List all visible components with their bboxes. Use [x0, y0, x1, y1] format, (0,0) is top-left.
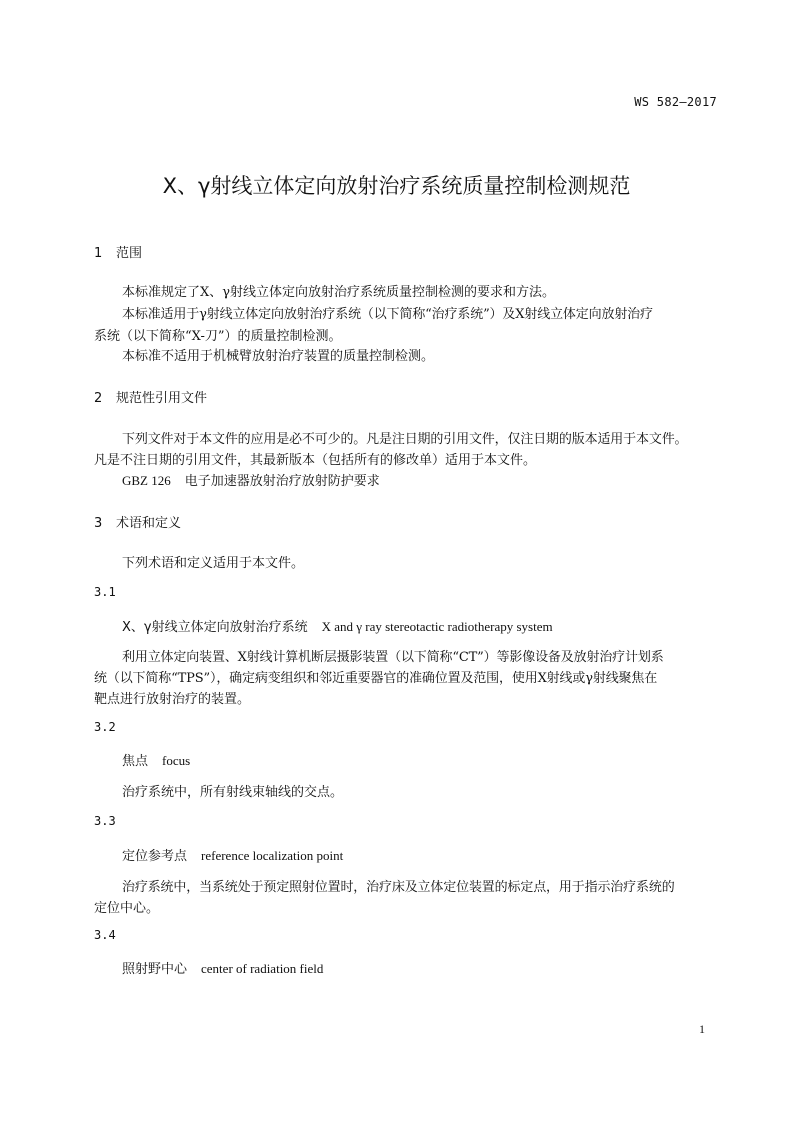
s1-paragraph-2-line-2: 系统（以下简称“X-刀”）的质量控制检测。 [94, 329, 342, 344]
reference-title: 电子加速器放射治疗放射防护要求 [184, 474, 380, 489]
reference-code: GBZ 126 [122, 473, 171, 488]
section-title: 术语和定义 [116, 516, 182, 531]
section-number: 3 [94, 516, 103, 531]
term-entry [122, 616, 553, 635]
term-entry [122, 845, 343, 864]
s2-paragraph-1-line-2: 凡是不注日期的引用文件，其最新版本（包括所有的修改单）适用于本文件。 [94, 453, 537, 468]
clause-number: 3.4 [94, 928, 116, 942]
clause-number: 3.2 [94, 720, 116, 734]
term-definition-line-2: 定位中心。 [94, 901, 160, 916]
s1-paragraph-1: 本标准规定了X、γ射线立体定向放射治疗系统质量控制检测的要求和方法。 [122, 285, 556, 300]
page-number: 1 [699, 1022, 705, 1036]
s2-paragraph-1-line-1: 下列文件对于本文件的应用是必不可少的。凡是注日期的引用文件，仅注日期的版本适用于本文件。 [122, 432, 688, 447]
term-definition-line-1: 治疗系统中，所有射线束轴线的交点。 [122, 785, 344, 800]
section-2-heading [94, 387, 207, 406]
term-english: focus [162, 753, 191, 768]
s3-intro: 下列术语和定义适用于本文件。 [122, 556, 305, 571]
normative-reference [122, 470, 380, 489]
section-1-heading [94, 242, 142, 261]
term-english: reference localization point [201, 848, 344, 863]
term-definition-line-3: 靶点进行放射治疗的装置。 [94, 692, 251, 707]
term-chinese: X、γ射线立体定向放射治疗系统 [122, 620, 308, 635]
term-chinese: 定位参考点 [122, 849, 188, 864]
clause-number: 3.3 [94, 814, 116, 828]
document-title: X、γ射线立体定向放射治疗系统质量控制检测规范 [162, 174, 631, 198]
section-number: 2 [94, 391, 103, 406]
term-english: X and γ ray stereotactic radiotherapy system [321, 619, 553, 634]
section-title: 范围 [116, 246, 143, 261]
term-definition-line-1: 治疗系统中，当系统处于预定照射位置时，治疗床及立体定位装置的标定点，用于指示治疗系统的 [122, 880, 675, 895]
section-number: 1 [94, 246, 103, 261]
s1-paragraph-2-line-1: 本标准适用于γ射线立体定向放射治疗系统（以下简称“治疗系统”）及X射线立体定向放射治疗 [122, 307, 653, 322]
term-entry [122, 750, 190, 769]
term-chinese: 焦点 [122, 754, 149, 769]
section-3-heading [94, 512, 181, 531]
term-definition-line-2: 统（以下简称“TPS”），确定病变组织和邻近重要器官的准确位置及范围，使用X射线或γ射线聚焦在 [94, 671, 658, 686]
standard-code: WS 582—2017 [634, 95, 717, 109]
term-english: center of radiation field [201, 961, 324, 976]
term-entry [122, 958, 323, 977]
term-definition-line-1: 利用立体定向装置、X射线计算机断层摄影装置（以下简称“CT”）等影像设备及放射治疗计划系 [122, 650, 664, 665]
section-title: 规范性引用文件 [116, 391, 208, 406]
clause-number: 3.1 [94, 585, 116, 599]
term-chinese: 照射野中心 [122, 962, 188, 977]
s1-paragraph-3: 本标准不适用于机械臂放射治疗装置的质量控制检测。 [122, 349, 435, 364]
